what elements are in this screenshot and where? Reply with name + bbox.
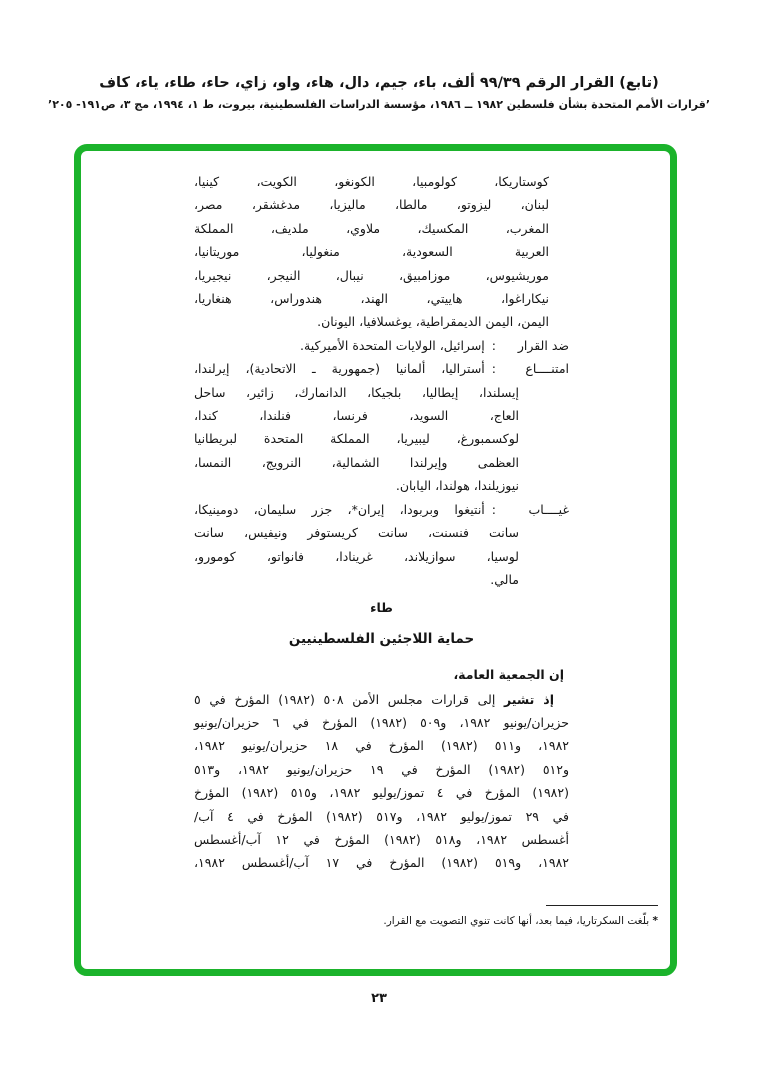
vote-continuation-line: العاج، السويد، فرنسا، فنلندا، كندا، <box>194 408 519 424</box>
vote-continuation-line: إيسلندا، إيطاليا، بلجيكا، الدانمارك، زائير، ساحل <box>194 384 519 400</box>
page-number: ٢٣ <box>371 991 387 1006</box>
vote-against-label: ضد القرار <box>517 337 569 353</box>
country-list-line: موريشيوس، موزامبيق، نيبال، النيجر، نيجيريا، <box>194 267 549 283</box>
country-list-line: اليمن، اليمن الديمقراطية، يوغسلافيا، اليونان. <box>317 314 549 330</box>
vote-absent-block <box>194 498 569 592</box>
paragraph-line: في ٢٩ تموز/يوليو ١٩٨٢، و٥١٧ (١٩٨٢) المؤرخ في ٤ آب/ <box>194 808 569 824</box>
paragraph-line: (١٩٨٢) المؤرخ في ٤ تموز/يوليو ١٩٨٢، و٥١٥ (١٩٨٢) المؤرخ <box>194 785 569 801</box>
paragraph-line: حزيران/يونيو ١٩٨٢، و٥٠٩ (١٩٨٢) المؤرخ في ٦ حزيران/يونيو <box>194 714 570 730</box>
country-list-line: نيكاراغوا، هاييتي، الهند، هندوراس، هنغاريا، <box>194 291 549 307</box>
paragraph-lead: إذ تشير <box>503 691 555 707</box>
footnote-line <box>326 913 658 929</box>
vote-abstaining-block <box>194 357 569 497</box>
preamble-line: إن الجمعية العامة، <box>453 667 564 683</box>
vote-continuation-line: العظمى وإيرلندا الشمالية، النرويج، النمسا، <box>194 454 519 470</box>
vote-continuation-line: لوسيا، سوازيلاند، غرينادا، فانواتو، كومورو، <box>194 548 519 564</box>
vote-against-colon: : <box>491 337 496 353</box>
vote-abstaining-colon: : <box>491 361 496 377</box>
footnote <box>326 905 658 929</box>
annotation-box <box>74 144 677 976</box>
vote-abstaining-label: امتنــــاع <box>525 361 569 377</box>
paragraph-line: أغسطس ١٩٨٢، و٥١٨ (١٩٨٢) المؤرخ في ١٢ آب/أغسطس <box>194 831 570 847</box>
footnote-marker: * <box>652 915 658 927</box>
paragraph-line: و٥١٢ (١٩٨٢) المؤرخ في ١٩ حزيران/يونيو ١٩٨٢، و٥١٣ <box>194 761 570 777</box>
vote-continuation-line: نيوزيلندا، هولندا، اليابان. <box>395 478 519 494</box>
paragraph-first-line-rest: إلى قرارات مجلس الأمن ٥٠٨ (١٩٨٢) المؤرخ في ٥ <box>194 691 504 707</box>
paragraph-lines <box>194 711 569 875</box>
header-citation: ’قرارات الأمم المتحدة بشأن فلسطين ١٩٨٢ ــ ١٩٨٦، مؤسسة الدراسات الفلسطينية، بيروت، ط ١، ١٩٩٤، مج ٣، ص١٩١- ٢٠٥’ <box>48 98 710 111</box>
vote-abstaining-continuation <box>194 381 569 498</box>
recalling-paragraph <box>194 688 569 875</box>
vote-absent-entries: أنتيغوا وبربودا، إيران*، جزر سليمان، دومينيكا، <box>194 501 485 517</box>
paragraph-line: ١٩٨٢، و٥١٩ (١٩٨٢) المؤرخ في ١٧ آب/أغسطس ١٩٨٢، <box>194 855 570 871</box>
footnote-text: بلّغت السكرتاريا، فيما بعد، أنها كانت تنوي التصويت مع القرار. <box>383 915 650 927</box>
in-favour-continuation-list <box>194 170 569 334</box>
paragraph-line: ١٩٨٢، و٥١١ (١٩٨٢) المؤرخ في ١٨ حزيران/يونيو ١٩٨٢، <box>194 738 570 754</box>
vote-against-row <box>194 334 569 357</box>
vote-absent-continuation <box>194 521 569 591</box>
country-list-line: لبنان، ليزوتو، مالطا، ماليزيا، مدغشقر، مصر، <box>194 197 549 213</box>
section-letter-heading: طاء <box>370 600 393 616</box>
vote-continuation-line: سانت فنسنت، سانت كريستوفر ونيفيس، سانت <box>194 525 519 541</box>
vote-absent-colon: : <box>491 501 496 517</box>
country-list-line: العربية السعودية، منغوليا، موريتانيا، <box>194 244 549 260</box>
document-body <box>194 170 569 875</box>
vote-continuation-line: مالي. <box>490 571 519 587</box>
country-list-line: المغرب، المكسيك، ملاوي، ملديف، المملكة <box>194 220 549 236</box>
section-title-heading: حماية اللاجئين الفلسطينيين <box>288 630 475 647</box>
vote-continuation-line: لوكسمبورغ، ليبيريا، المملكة المتحدة لبريطانيا <box>194 431 519 447</box>
vote-against-entries: إسرائيل، الولايات المتحدة الأميركية. <box>300 337 485 353</box>
page-header <box>0 75 758 111</box>
vote-abstaining-entries: أستراليا، ألمانيا (جمهورية ـ الاتحادية)، إيرلندا، <box>194 361 485 377</box>
paragraph-line <box>194 688 569 711</box>
country-list-line: كوستاريكا، كولومبيا، الكونغو، الكويت، كينيا، <box>194 174 549 189</box>
header-resolution-title: (تابع) القرار الرقم ٩٩/٣٩ ألف، باء، جيم، دال، هاء، واو، زاي، حاء، طاء، ياء، كاف <box>99 75 659 91</box>
vote-absent-label: غيــــاب <box>528 501 569 517</box>
footnote-separator <box>546 905 658 906</box>
